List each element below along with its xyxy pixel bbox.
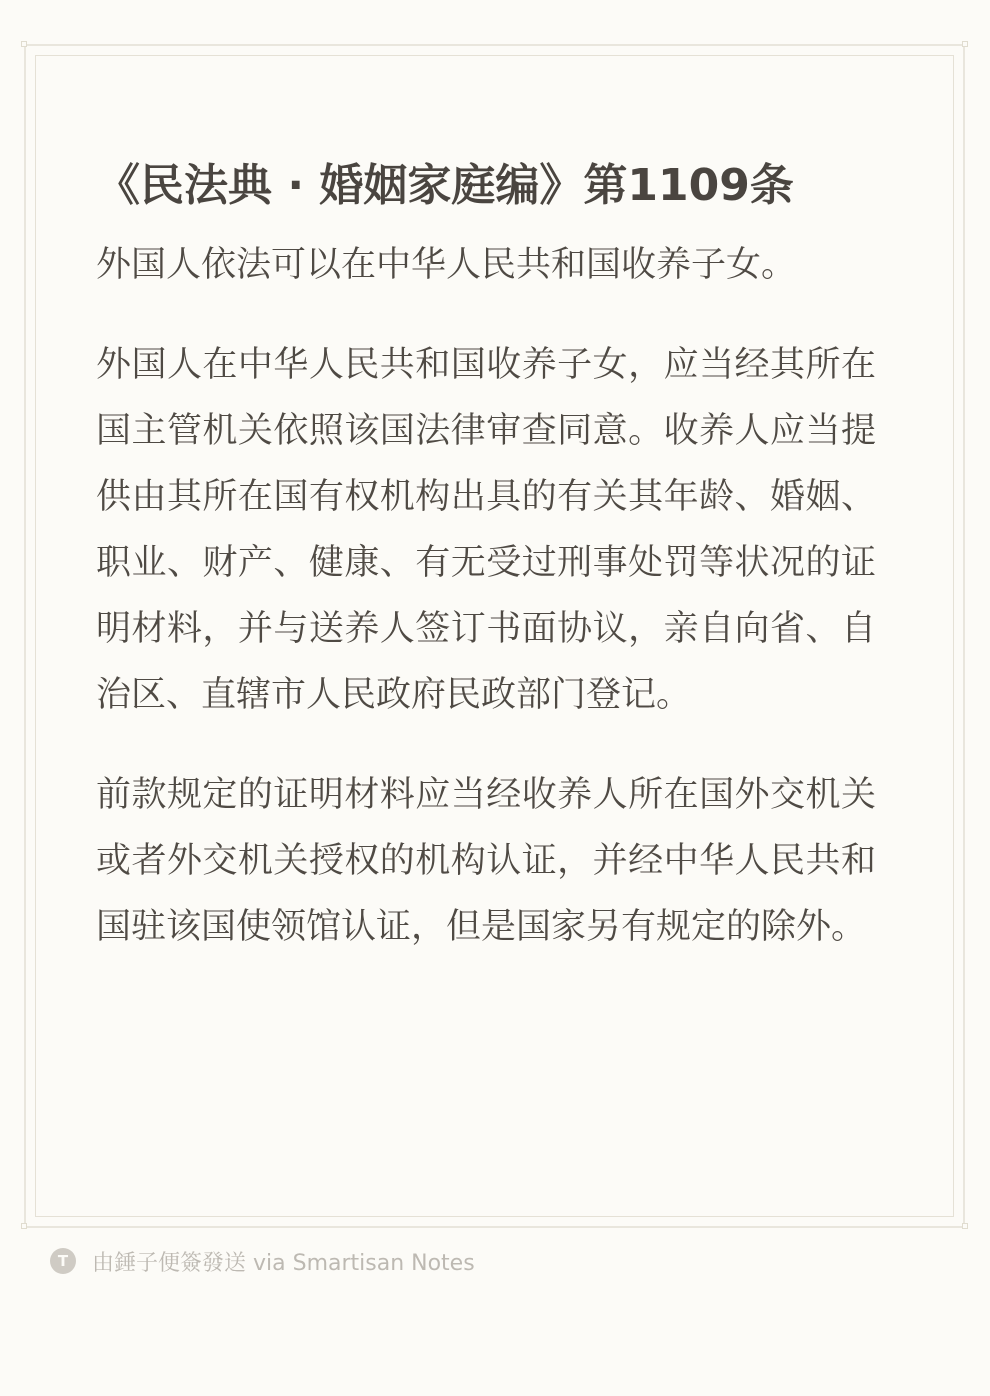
footer-text: 由錘子便簽發送 via Smartisan Notes — [92, 1250, 475, 1276]
frame-corner-top-right — [962, 41, 968, 47]
frame-corner-top-left — [21, 41, 27, 47]
footer-signature — [50, 1244, 475, 1278]
note-content — [96, 150, 876, 994]
paragraph-3: 前款规定的证明材料应当经收养人所在国外交机关或者外交机关授权的机构认证，并经中华人民共和国驻该国使领馆认证，但是国家另有规定的除外。 — [96, 775, 876, 947]
paragraph-2: 外国人在中华人民共和国收养子女，应当经其所在国主管机关依照该国法律审查同意。收养人应当提供由其所在国有权机构出具的有关其年龄、婚姻、职业、财产、健康、有无受过刑事处罚等状况的证明材料，并与送养人签订书面协议，亲自向省、自治区、直辖市人民政府民政部门登记。 — [96, 345, 876, 715]
smartisan-notes-icon: T — [50, 1248, 76, 1274]
frame-corner-bottom-left — [21, 1223, 27, 1229]
paragraph-1: 外国人依法可以在中华人民共和国收养子女。 — [96, 245, 797, 285]
article-title: 《民法典 · 婚姻家庭编》第1109条 — [96, 160, 794, 211]
frame-corner-bottom-right — [962, 1223, 968, 1229]
